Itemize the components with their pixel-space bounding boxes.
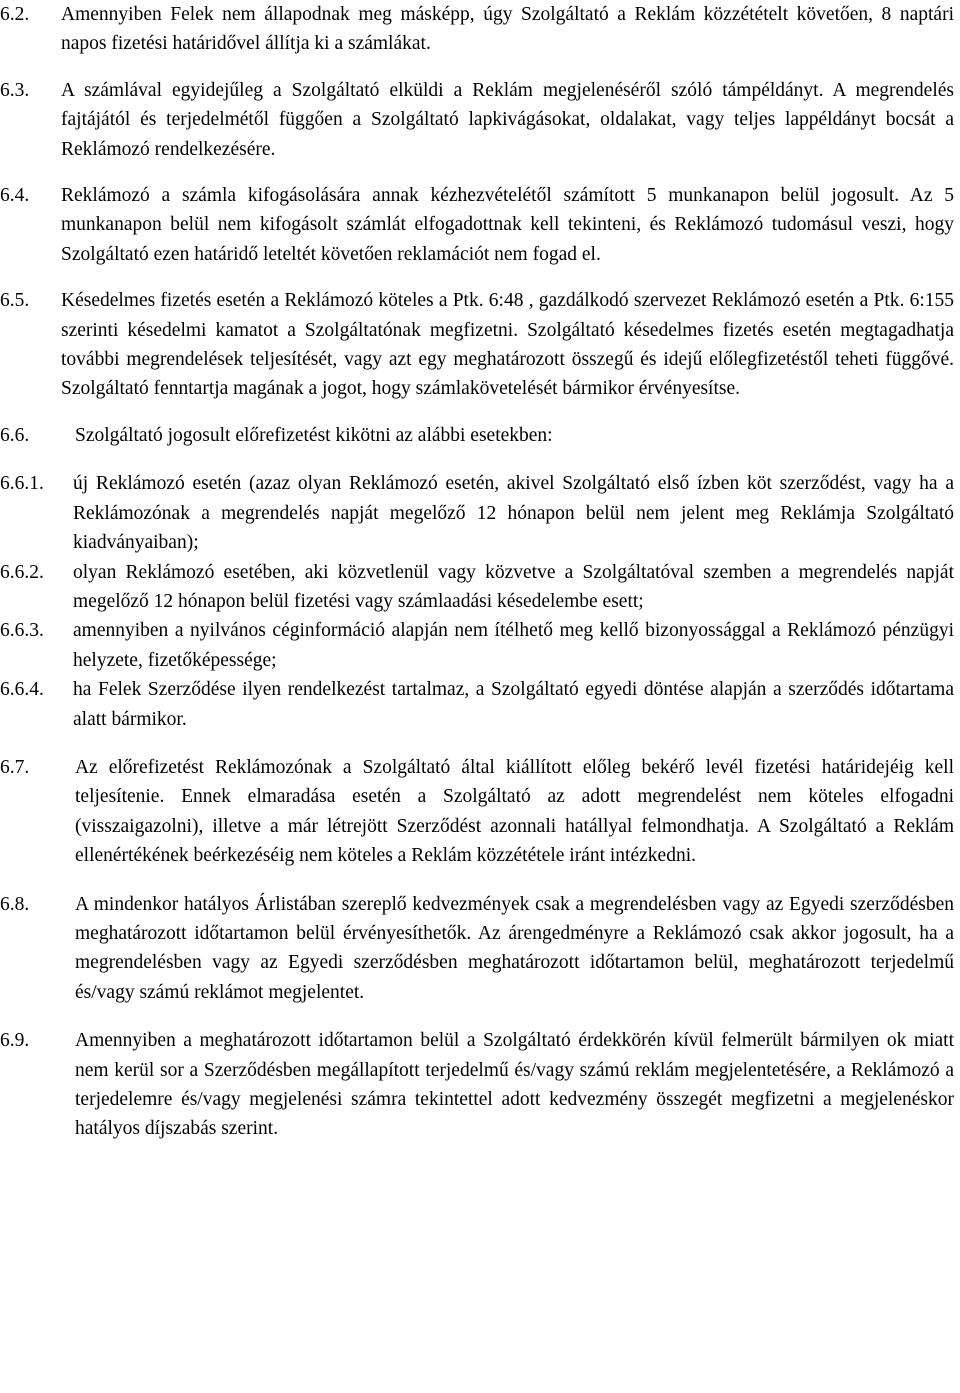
section-text: Szolgáltató jogosult előrefizetést kikötni az alábbi esetekben: [75,424,553,446]
section-text: A mindenkor hatályos Árlistában szereplő kedvezmények csak a megrendelésben vagy az Egyedi szerződésben meghatározott időtartamon belül érvényesíthetők. Az árengedményre a Reklámozó csak akkor jogosult, ha a megrendelésben vagy az Egyedi szerződésben meghatározott időtartamon belül, meghatározott terjedelmű és/vagy számú reklámot megjelentet. [75,893,954,1003]
subsection-number: 6.6.4. [0,679,44,701]
section-number: 6.4. [0,185,30,207]
section-number: 6.7. [0,756,30,778]
section-number: 6.2. [0,4,30,25]
section-text: Amennyiben a meghatározott időtartamon belül a Szolgáltató érdekkörén kívül felmerült bármilyen ok miatt nem kerül sor a Szerződésben megállapított terjedelmű és/vagy számú reklám megjelentetésére, a Reklámozó a terjedelemre és/vagy megjelenési számra tekintettel adott kedvezmény összegét megfizetni a megjelenéskor hatályos díjszabás szerint. [75,1030,954,1140]
subsection-number: 6.6.1. [0,473,44,495]
spacer [0,269,954,286]
subsection-6-6-4 [0,675,954,734]
section-6-6 [0,421,954,450]
spacer [0,164,954,181]
spacer [0,450,954,469]
section-number: 6.8. [0,893,30,915]
subsection-6-6-2 [0,558,954,617]
subsection-text: új Reklámozó esetén (azaz olyan Reklámozó esetén, akivel Szolgáltató első ízben köt szerződést, vagy ha a Reklámozónak a megrendelés napját megelőző 12 hónapon belül nem jelent meg Reklámja Szolgáltató kiadványaiban); [73,473,954,554]
subsection-text: ha Felek Szerződése ilyen rendelkezést tartalmaz, a Szolgáltató egyedi döntése alapján a szerződés időtartama alatt bármikor. [73,679,954,730]
subsection-text: olyan Reklámozó esetében, aki közvetlenül vagy közvetve a Szolgáltatóval szemben a megrendelés napját megelőző 12 hónapon belül fizetési vagy számlaadási késedelembe esett; [73,561,954,612]
section-text: A számlával egyidejűleg a Szolgáltató elküldi a Reklám megjelenéséről szóló támpéldányt. A megrendelés fajtájától és terjedelmétől függően a Szolgáltató lapkivágásokat, oldalakat, vagy teljes lappéldányt bocsát a Reklámozó rendelkezésére. [61,79,954,160]
section-6-4 [0,181,954,269]
subsection-number: 6.6.3. [0,620,44,642]
section-number: 6.5. [0,290,30,312]
subsection-6-6-1 [0,469,954,557]
section-number: 6.6. [0,424,30,446]
spacer [0,59,954,76]
section-6-2 [0,0,954,59]
section-text: Az előrefizetést Reklámozónak a Szolgáltató által kiállított előleg bekérő levél fizetési határidejéig kell teljesítenie. Ennek elmaradása esetén a Szolgáltató az adott megrendelést nem köteles elfogadni (visszaigazolni), illetve a már létrejött Szerződést azonnali hatállyal felmondhatja. A Szolgáltató a Reklám ellenértékének beérkezéséig nem köteles a Reklám közzététele iránt intézkedni. [75,756,954,867]
subsection-text: amennyiben a nyilvános céginformáció alapján nem ítélhető meg kellő bizonyossággal a Reklámozó pénzügyi helyzete, fizetőképessége; [73,620,954,671]
spacer [0,734,954,753]
section-text: Reklámozó a számla kifogásolására annak kézhezvételétől számított 5 munkanapon belül jogosult. Az 5 munkanapon belül nem kifogásolt számlát elfogadottnak kell tekinteni, és Reklámozó tudomásul veszi, hogy Szolgáltató ezen határidő leteltét követően reklamációt nem fogad el. [61,185,954,265]
section-number: 6.9. [0,1030,30,1052]
section-number: 6.3. [0,79,30,101]
spacer [0,1007,954,1026]
section-6-8 [0,890,954,1008]
section-6-7 [0,753,954,871]
subsection-number: 6.6.2. [0,561,44,583]
section-6-3 [0,76,954,164]
section-6-9 [0,1026,954,1144]
spacer [0,404,954,421]
section-text: Amennyiben Felek nem állapodnak meg másképp, úgy Szolgáltató a Reklám közzétételt követően, 8 naptári napos fizetési határidővel állítja ki a számlákat. [61,4,954,55]
section-text: Késedelmes fizetés esetén a Reklámozó köteles a Ptk. 6:48 , gazdálkodó szervezet Reklámozó esetén a Ptk. 6:155 szerinti késedelmi kamatot a Szolgáltatónak megfizetni. Szolgáltató késedelmes fizetés esetén megtagadhatja további megrendelések teljesítését, vagy azt egy meghatározott összegű és idejű előlegfizetéstől teheti függővé. Szolgáltató fenntartja magának a jogot, hogy számlakövetelését bármikor érvényesítse. [61,290,954,400]
spacer [0,871,954,890]
subsection-6-6-3 [0,616,954,675]
section-6-5 [0,286,954,404]
